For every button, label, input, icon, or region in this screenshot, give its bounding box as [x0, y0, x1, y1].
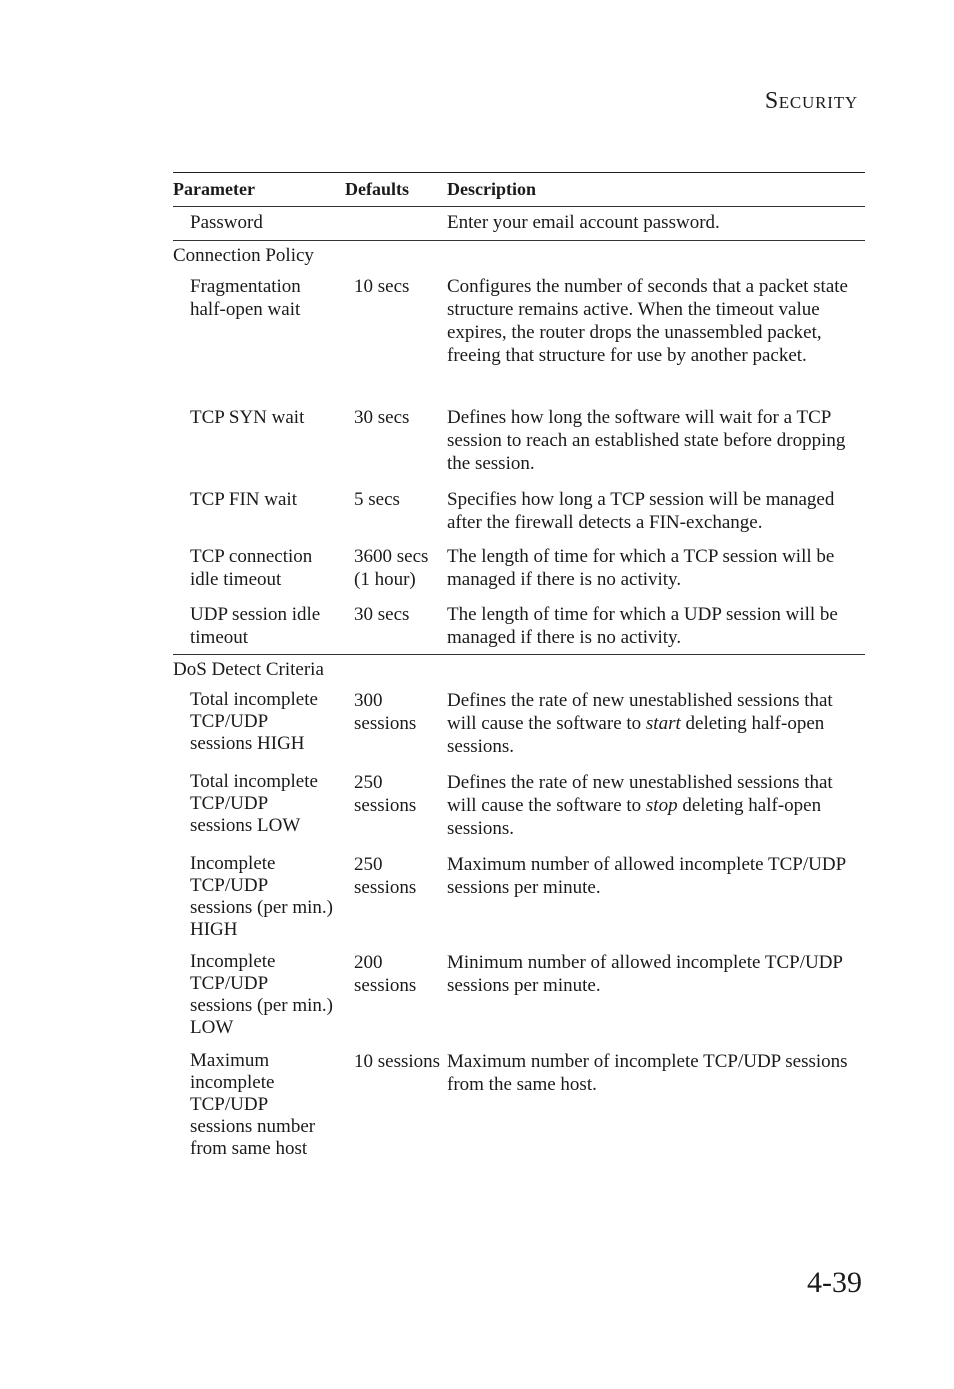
description-emphasis: start — [645, 713, 681, 734]
table-row — [173, 689, 865, 771]
description-cell: The length of time for which a TCP session will be managed if there is no activity. — [447, 546, 835, 590]
default-cell: 250 sessions — [354, 854, 417, 898]
description-cell: Minimum number of allowed incomplete TCP/UDP sessions per minute. — [447, 952, 843, 996]
param-cell: TCP connection idle timeout — [190, 546, 313, 590]
description-text: deleting half-open sessions. — [447, 713, 825, 757]
description-cell — [447, 771, 865, 853]
table-row — [173, 1050, 865, 1162]
default-cell: 10 sessions — [354, 1051, 441, 1072]
table-row — [173, 603, 865, 654]
description-cell: Maximum number of incomplete TCP/UDP sessions from the same host. — [447, 1051, 848, 1095]
description-cell: Maximum number of allowed incomplete TCP/UDP sessions per minute. — [447, 854, 846, 898]
column-header-description: Description — [447, 179, 536, 199]
description-cell: Specifies how long a TCP session will be managed after the firewall detects a FIN-exchange. — [447, 489, 835, 533]
description-text: deleting half-open sessions. — [447, 795, 822, 839]
running-head — [765, 88, 858, 115]
table-row — [173, 406, 865, 488]
param-cell: Total incomplete TCP/UDP sessions LOW — [190, 771, 318, 836]
table-row — [173, 207, 865, 240]
default-cell: 30 secs — [354, 604, 410, 625]
param-cell: TCP SYN wait — [190, 407, 305, 428]
default-cell: 10 secs — [354, 276, 410, 297]
param-cell: Incomplete TCP/UDP sessions (per min.) HIGH — [190, 853, 334, 940]
param-cell: TCP FIN wait — [190, 489, 297, 510]
table-row — [173, 488, 865, 545]
running-head-cap: S — [764, 88, 779, 114]
default-cell — [337, 211, 447, 240]
parameter-table — [173, 172, 865, 1162]
running-head-rest: ECURITY — [778, 93, 858, 112]
description-cell — [447, 689, 865, 771]
param-cell: Total incomplete TCP/UDP sessions HIGH — [190, 689, 318, 754]
param-cell: Password — [190, 212, 263, 233]
column-header-defaults: Defaults — [345, 179, 409, 199]
default-cell: 3600 secs (1 hour) — [354, 546, 429, 590]
page-number: 4-39 — [807, 1266, 862, 1299]
description-text: Defines the rate of new unestablished sessions that will cause the software to — [447, 772, 833, 816]
description-emphasis: stop — [645, 795, 678, 816]
table-row — [173, 275, 865, 406]
description-cell: Enter your email account password. — [447, 212, 720, 233]
section-title-dos-detect: DoS Detect Criteria — [173, 659, 324, 680]
description-cell: Defines how long the software will wait for a TCP session to reach an established state before dropping the session. — [447, 407, 846, 474]
default-cell: 5 secs — [354, 489, 400, 510]
table-row — [173, 545, 865, 603]
param-cell: Incomplete TCP/UDP sessions (per min.) LOW — [190, 951, 334, 1038]
default-cell: 200 sessions — [354, 952, 417, 996]
table-header-row — [173, 173, 865, 206]
table-row — [173, 853, 865, 951]
section-title-connection-policy: Connection Policy — [173, 245, 314, 266]
param-cell: UDP session idle timeout — [190, 604, 321, 648]
description-cell: Configures the number of seconds that a packet state structure remains active. When the timeout value expires, the router drops the unassembled packet, freeing that structure for use by another packet. — [447, 276, 848, 366]
param-cell: Fragmentation half-open wait — [190, 276, 301, 320]
column-header-parameter: Parameter — [173, 179, 255, 199]
description-text: Defines the rate of new unestablished sessions that will cause the software to — [447, 690, 833, 734]
param-cell: Maximum incomplete TCP/UDP sessions number from same host — [190, 1050, 316, 1159]
default-cell: 30 secs — [354, 407, 410, 428]
default-cell: 250 sessions — [354, 772, 417, 816]
default-cell: 300 sessions — [354, 690, 417, 734]
description-cell: The length of time for which a UDP session will be managed if there is no activity. — [447, 604, 838, 648]
table-row — [173, 951, 865, 1050]
table-row — [173, 771, 865, 853]
